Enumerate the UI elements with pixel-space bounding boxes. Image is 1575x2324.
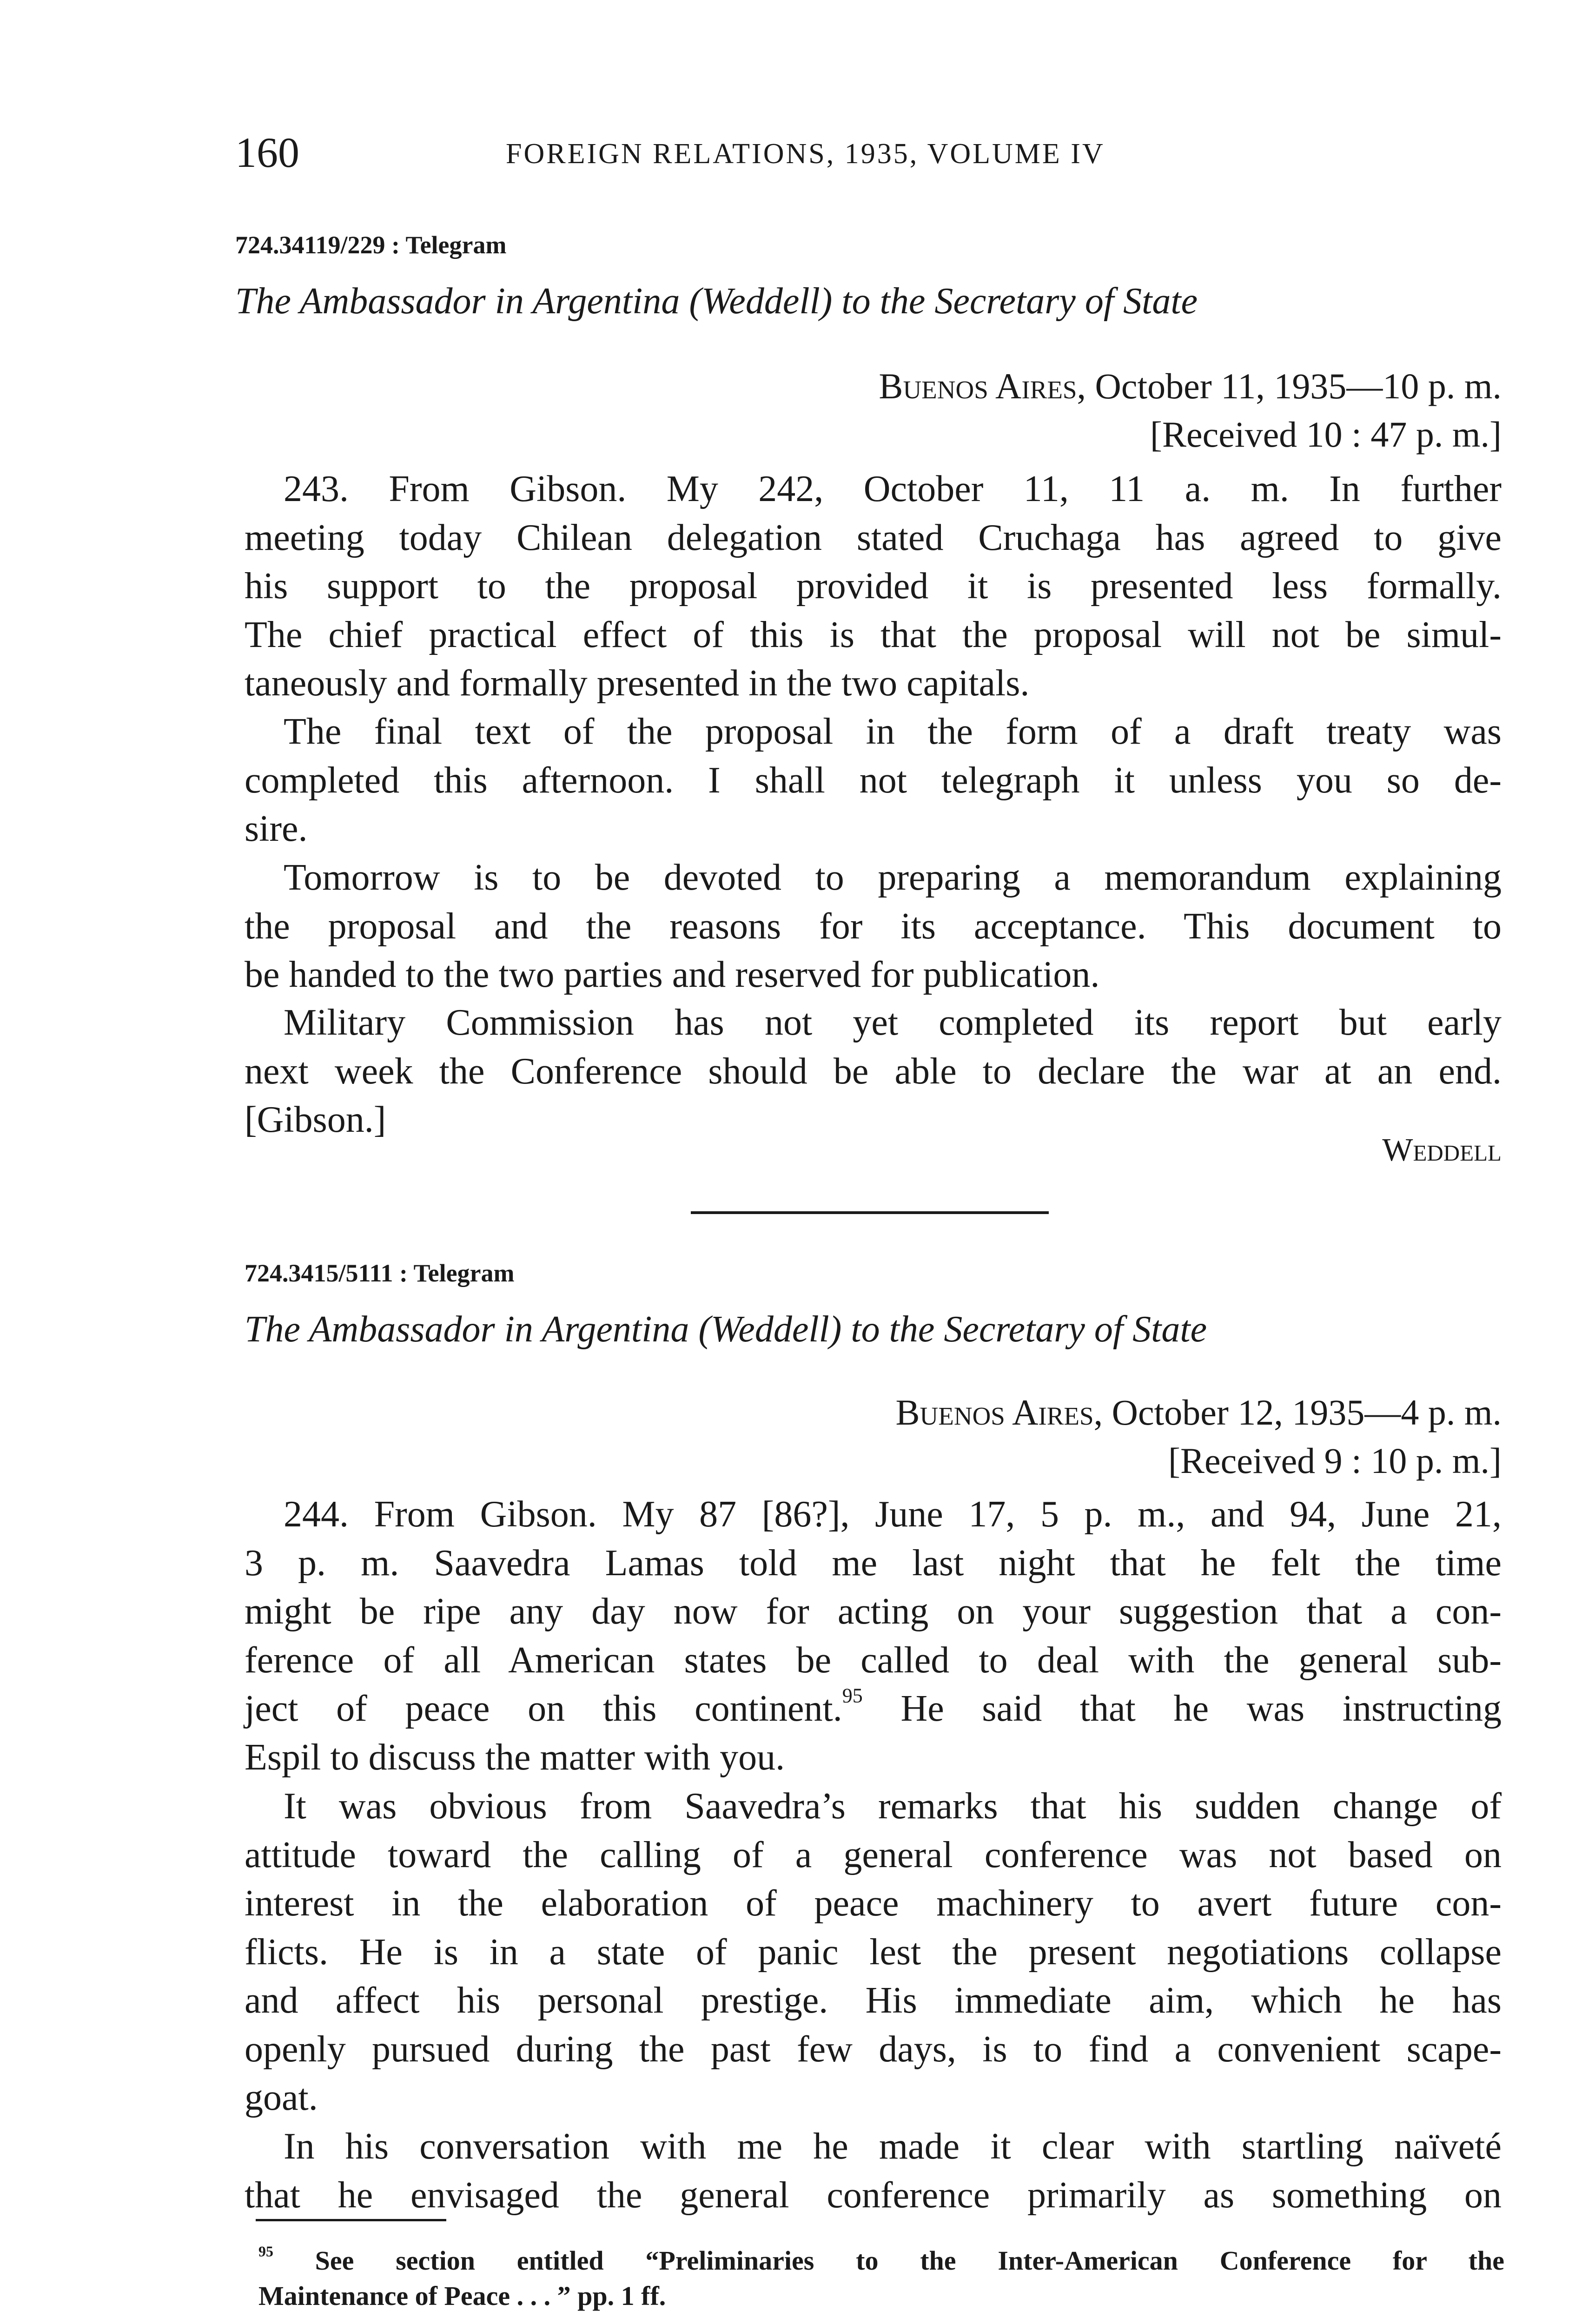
date-text: , October 12, 1935—4 p. m. [1093, 1392, 1502, 1433]
text-line: his support to the proposal provided it is presented less formally. [245, 566, 1502, 607]
text-line: might be ripe any day now for acting on your suggestion that a con- [245, 1591, 1502, 1632]
text-line: The chief practical effect of this is that the proposal will not be simul- [245, 614, 1502, 655]
dateline [879, 368, 1502, 404]
text-line: Maintenance of Peace . . . ” pp. 1 ff. [258, 2281, 666, 2311]
text-line: openly pursued during the past few days, is to find a convenient scape- [245, 2028, 1502, 2070]
dateline [896, 1394, 1502, 1431]
text-line: sire. [245, 808, 308, 849]
text-line [245, 1684, 1502, 1733]
footnote [258, 2243, 1504, 2314]
text-line: next week the Conference should be able to declare the war at an end. [245, 1050, 1502, 1092]
text-line: flicts. He is in a state of panic lest the present negotiations collapse [245, 1931, 1502, 1973]
text-line: 3 p. m. Saavedra Lamas told me last night that he felt the time [245, 1542, 1502, 1584]
place-name: Buenos Aires [895, 1392, 1094, 1433]
text-line: The final text of the proposal in the form of a draft treaty was [284, 711, 1502, 752]
text-line: taneously and formally presented in the two capitals. [245, 663, 1030, 704]
place-name: Buenos Aires [879, 366, 1077, 406]
date-text: , October 11, 1935—10 p. m. [1077, 366, 1502, 406]
text-segment: He said that he was instructing [862, 1688, 1502, 1729]
document-heading: The Ambassador in Argentina (Weddell) to the Secretary of State [235, 281, 1198, 322]
footnote-rule [256, 2219, 446, 2221]
file-number: 724.34119/229 : Telegram [235, 231, 507, 259]
paragraph [245, 998, 1502, 1144]
text-segment: See section entitled “Preliminaries to the Inter-American Conference for the [273, 2245, 1504, 2276]
paragraph [245, 1490, 1502, 1782]
text-line: [Gibson.] [245, 1099, 386, 1140]
text-line: be handed to the two parties and reserved for publication. [245, 954, 1100, 995]
text-line [258, 2243, 1504, 2278]
footnote-marker: 95 [258, 2243, 273, 2260]
text-line: Espil to discuss the matter with you. [245, 1736, 785, 1778]
text-segment: ject of peace on this continent. [245, 1688, 842, 1729]
paragraph [245, 465, 1502, 708]
text-line: and affect his personal prestige. His immediate aim, which he has [245, 1980, 1502, 2021]
text-line: ference of all American states be called to deal with the general sub- [245, 1639, 1502, 1681]
received-line: [Received 10 : 47 p. m.] [1150, 414, 1502, 455]
signature: Weddell [1382, 1132, 1502, 1168]
text-line: Tomorrow is to be devoted to preparing a memorandum explaining [284, 857, 1502, 898]
paragraph [245, 2122, 1502, 2219]
text-line: goat. [245, 2077, 318, 2118]
text-line: 243. From Gibson. My 242, October 11, 11 a. m. In further [284, 469, 1502, 509]
footnote-reference: 95 [842, 1684, 863, 1707]
page-number: 160 [235, 129, 299, 176]
text-line: 244. From Gibson. My 87 [86?], June 17, 5 p. m., and 94, June 21, [284, 1494, 1502, 1535]
text-line: Military Commission has not yet completed its report but early [284, 1002, 1502, 1043]
text-line: In his conversation with me he made it clear with startling naïveté [284, 2126, 1502, 2167]
section-divider [691, 1211, 1049, 1214]
received-line: [Received 9 : 10 p. m.] [1168, 1440, 1502, 1481]
text-line: completed this afternoon. I shall not telegraph it unless you so de- [245, 759, 1502, 801]
paragraph [245, 853, 1502, 999]
text-line: that he envisaged the general conference primarily as something on [245, 2174, 1502, 2216]
text-line: interest in the elaboration of peace machinery to avert future con- [245, 1883, 1502, 1924]
text-line: attitude toward the calling of a general conference was not based on [245, 1834, 1502, 1875]
text-line: the proposal and the reasons for its acceptance. This document to [245, 905, 1502, 947]
running-title: FOREIGN RELATIONS, 1935, VOLUME IV [506, 138, 1105, 170]
file-number: 724.3415/5111 : Telegram [245, 1259, 515, 1287]
text-line: It was obvious from Saavedra’s remarks that his sudden change of [284, 1786, 1502, 1827]
text-line: meeting today Chilean delegation stated Cruchaga has agreed to give [245, 517, 1502, 558]
paragraph [245, 1782, 1502, 2122]
paragraph [245, 707, 1502, 853]
document-heading: The Ambassador in Argentina (Weddell) to the Secretary of State [245, 1309, 1207, 1350]
